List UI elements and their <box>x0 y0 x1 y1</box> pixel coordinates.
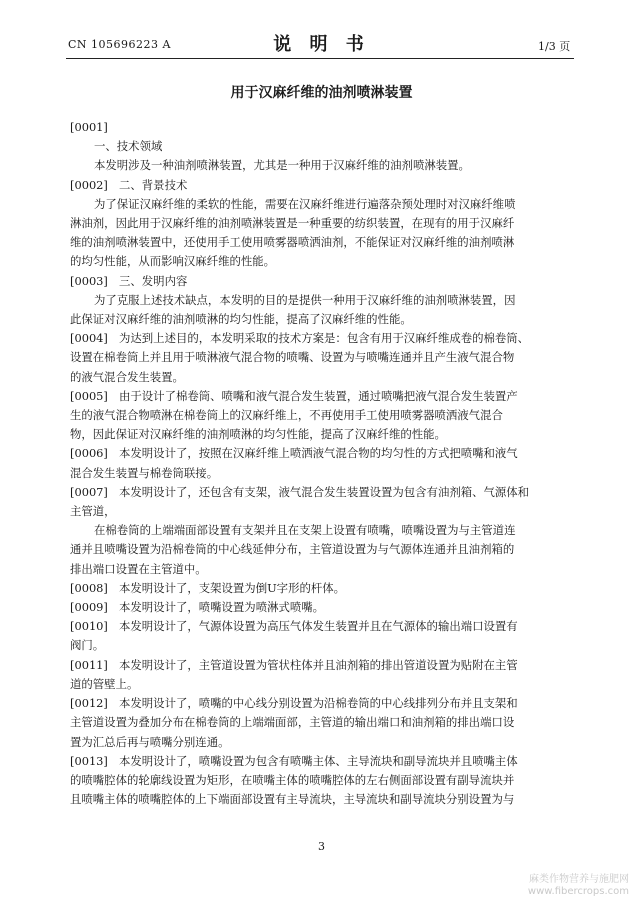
paragraph-number: [0013] <box>70 753 108 768</box>
paragraph-line <box>70 502 576 521</box>
paragraph-text: 的液气混合发生装置。 <box>70 369 184 384</box>
paragraph-number: [0005] <box>70 388 108 403</box>
paragraph-text: 淋油剂，因此用于汉麻纤维的油剂喷淋装置是一种重要的纺织装置，在现有的用于汉麻纤 <box>70 216 515 231</box>
page-indicator: 1/3 页 <box>538 40 571 53</box>
paragraph-line <box>70 733 576 752</box>
paragraph-number: [0008] <box>70 580 108 595</box>
paragraph-line <box>70 713 576 732</box>
paragraph-line <box>70 387 576 406</box>
paragraph-line <box>70 310 576 329</box>
paragraph-text: 一、技术领域 <box>94 139 163 154</box>
page-number: 3 <box>318 840 325 853</box>
paragraph-text: 本发明设计了，喷嘴设置为包含有喷嘴主体、主导流块和副导流块并且喷嘴主体 <box>119 753 518 768</box>
paragraph-text: 混合发生装置与棉卷筒联接。 <box>70 465 219 480</box>
paragraph-line <box>70 636 576 655</box>
section-title: 说 明 书 <box>273 34 370 55</box>
paragraph-text: 本发明设计了，主管道设置为管状柱体并且油剂箱的排出管道设置为贴附在主管 <box>119 657 518 672</box>
paragraph-text: 道的管壁上。 <box>70 676 139 691</box>
paragraph-line <box>70 694 576 713</box>
paragraph-line <box>70 272 576 291</box>
paragraph-text: 的喷嘴腔体的轮廓线设置为矩形，在喷嘴主体的喷嘴腔体的左右侧面部设置有副导流块并 <box>70 772 515 787</box>
paragraph-line <box>70 444 576 463</box>
paragraph-line <box>70 483 576 502</box>
paragraph-text: 本发明设计了，支架设置为倒U字形的杆体。 <box>119 580 346 595</box>
paragraph-line <box>70 291 576 310</box>
paragraph-text: 本发明设计了，按照在汉麻纤维上喷洒液气混合物的均匀性的方式把喷嘴和液气 <box>119 446 518 461</box>
paragraph-line <box>70 156 576 175</box>
paragraph-line <box>70 425 576 444</box>
watermark <box>528 874 629 898</box>
paragraph-line <box>70 656 576 675</box>
paragraph-text: 本发明设计了，喷嘴设置为喷淋式喷嘴。 <box>119 600 325 615</box>
paragraph-tag <box>70 118 576 137</box>
paragraph-line <box>70 560 576 579</box>
paragraph-line <box>70 598 576 617</box>
paragraph-text: 主管道设置为叠加分布在棉卷筒的上端端面部，主管道的输出端口和油剂箱的排出端口设 <box>70 715 515 730</box>
paragraph-text: 物，因此保证对汉麻纤维的油剂喷淋的均匀性能，提高了汉麻纤维的性能。 <box>70 427 446 442</box>
paragraph-line <box>70 195 576 214</box>
paragraph-line <box>70 521 576 540</box>
paragraph-line <box>70 617 576 636</box>
paragraph-line <box>70 329 576 348</box>
paragraph-text: 且喷嘴主体的喷嘴腔体的上下端面部设置有主导流块，主导流块和副导流块分别设置为与 <box>70 792 515 807</box>
paragraph-text: 为了克服上述技术缺点，本发明的目的是提供一种用于汉麻纤维的油剂喷淋装置，因 <box>94 292 516 307</box>
paragraph-text: 在棉卷筒的上端端面部设置有支架并且在支架上设置有喷嘴，喷嘴设置为与主管道连 <box>94 523 516 538</box>
header-rule <box>66 58 574 59</box>
paragraph-text: 二、背景技术 <box>119 177 188 192</box>
paragraph-text: 生的液气混合物喷淋在棉卷筒上的汉麻纤维上，不再使用手工使用喷雾器喷洒液气混合 <box>70 408 503 423</box>
paragraph-line <box>70 252 576 271</box>
watermark-line-1: 麻类作物营养与施肥网 <box>529 874 629 885</box>
paragraph-text: 置为汇总后再与喷嘴分别连通。 <box>70 734 230 749</box>
paragraph-text: 为了保证汉麻纤维的柔软的性能，需要在汉麻纤维进行遍落杂预处理时对汉麻纤维喷 <box>94 196 516 211</box>
paragraph-text: 维的油剂喷淋装置中，还使用手工使用喷雾器喷洒油剂，不能保证对汉麻纤维的油剂喷淋 <box>70 235 515 250</box>
watermark-line-2: www.fibercrops.com <box>527 886 629 897</box>
paragraph-text: 由于设计了棉卷筒、喷嘴和液气混合发生装置，通过喷嘴把液气混合发生装置产 <box>119 388 518 403</box>
paragraph-line <box>70 579 576 598</box>
paragraph-line <box>70 771 576 790</box>
paragraph-number: [0002] <box>70 177 108 192</box>
patent-number: CN 105696223 A <box>68 38 171 51</box>
paragraph-text: 排出端口设置在主管道中。 <box>70 561 207 576</box>
paragraph-text: 通并且喷嘴设置为沿棉卷筒的中心线延伸分布，主管道设置为与气源体连通并且油剂箱的 <box>70 542 515 557</box>
paragraph-number: [0001] <box>70 120 108 134</box>
paragraph-number: [0010] <box>70 619 108 634</box>
paragraph-number: [0004] <box>70 331 108 346</box>
paragraph-text: 主管道， <box>70 504 116 519</box>
paragraph-line <box>70 406 576 425</box>
paragraph-text: 本发明涉及一种油剂喷淋装置，尤其是一种用于汉麻纤维的油剂喷淋装置。 <box>94 158 470 173</box>
paragraph-line <box>70 348 576 367</box>
paragraph-number: [0009] <box>70 600 108 615</box>
document-body <box>70 118 576 809</box>
paragraph-line <box>70 464 576 483</box>
paragraph-number: [0007] <box>70 484 108 499</box>
paragraph-text: 的均匀性能，从而影响汉麻纤维的性能。 <box>70 254 276 269</box>
paragraph-line <box>70 752 576 771</box>
paragraph-number: [0003] <box>70 273 108 288</box>
paragraph-line <box>70 675 576 694</box>
paragraph-text: 本发明设计了，喷嘴的中心线分别设置为沿棉卷筒的中心线排列分布并且支架和 <box>119 696 518 711</box>
paragraph-line <box>70 790 576 809</box>
paragraph-text: 本发明设计了，还包含有支架，液气混合发生装置设置为包含有油剂箱、气源体和 <box>119 484 530 499</box>
paragraph-text: 本发明设计了，气源体设置为高压气体发生装置并且在气源体的输出端口设置有 <box>119 619 518 634</box>
paragraph-text: 此保证对汉麻纤维的油剂喷淋的均匀性能，提高了汉麻纤维的性能。 <box>70 312 412 327</box>
paragraph-text: 三、发明内容 <box>119 273 188 288</box>
paragraph-line <box>70 176 576 195</box>
document-title: 用于汉麻纤维的油剂喷淋装置 <box>230 85 413 101</box>
paragraph-line <box>70 540 576 559</box>
paragraph-text: 为达到上述目的，本发明采取的技术方案是：包含有用于汉麻纤维成卷的棉卷筒、 <box>119 331 530 346</box>
paragraph-line <box>70 137 576 156</box>
paragraph-number: [0012] <box>70 696 108 711</box>
paragraph-line <box>70 214 576 233</box>
paragraph-text: 设置在棉卷筒上并且用于喷淋液气混合物的喷嘴、设置为与喷嘴连通并且产生液气混合物 <box>70 350 515 365</box>
paragraph-line <box>70 233 576 252</box>
paragraph-line <box>70 368 576 387</box>
paragraph-number: [0006] <box>70 446 108 461</box>
paragraph-text: 阀门。 <box>70 638 105 653</box>
paragraph-number: [0011] <box>70 657 108 672</box>
